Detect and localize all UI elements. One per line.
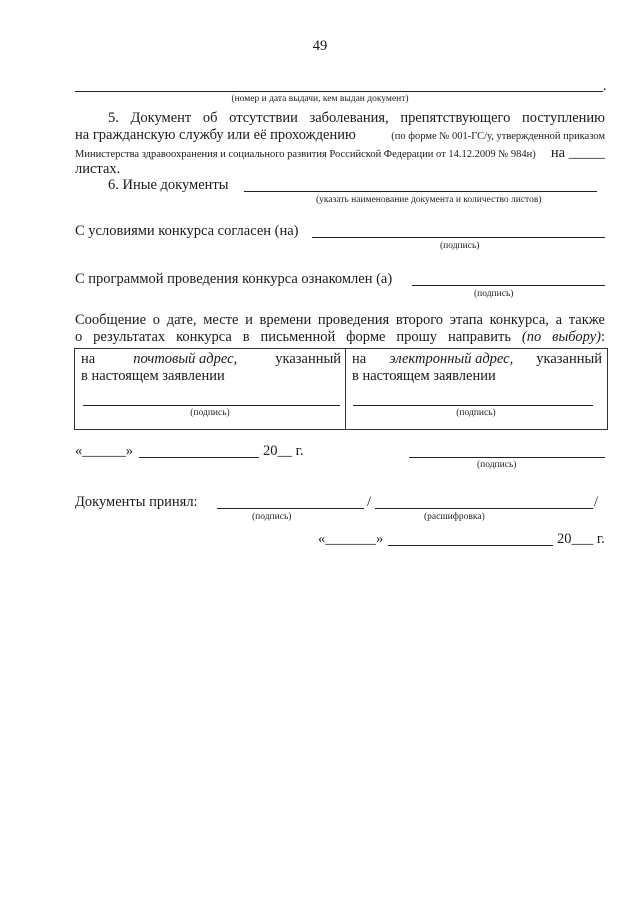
option-postal-caption: (подпись) (190, 408, 230, 418)
issue-info-line-end: . (603, 78, 607, 94)
option-postal-prefix: на (81, 351, 96, 367)
item6-label: 6. Иные документы (108, 177, 229, 193)
option-postal-line2: в настоящем заявлении (81, 368, 225, 384)
delivery-options-table (74, 348, 608, 430)
option-email-prefix: на (352, 351, 367, 367)
accepted-slash2: / (594, 494, 599, 510)
accepted-sign-caption: (подпись) (252, 512, 292, 522)
message-line2-italic: (по выбору) (521, 329, 601, 345)
item6-caption: (указать наименование документа и количество листов) (316, 195, 542, 205)
item5-line3-note: Министерства здравоохранения и социального развития Российской Федерации от 14.12.2009 № 984н) (75, 149, 536, 160)
item5-line3-end: на _____ (550, 145, 605, 161)
item5-line3 (75, 145, 605, 163)
item5-line4: листах. (75, 161, 121, 177)
accepted-slash1: / (367, 494, 372, 510)
final-date-month-line[interactable] (388, 545, 553, 546)
option-email-caption: (подпись) (456, 408, 496, 418)
item5-line2 (75, 127, 605, 145)
accepted-label: Документы принял: (75, 494, 198, 510)
accepted-decode-line[interactable] (375, 508, 593, 509)
date-month-line[interactable] (139, 457, 259, 458)
item5-line2-note: (по форме № 001-ГС/у, утвержденной приказом (391, 131, 605, 142)
option-email-suffix: указанный (536, 351, 602, 367)
accepted-decode-caption: (расшифровка) (424, 512, 485, 522)
option-postal-suffix: указанный (275, 351, 341, 367)
program-caption: (подпись) (474, 289, 514, 299)
accepted-signature-line[interactable] (217, 508, 364, 509)
option-postal-line1 (81, 351, 341, 368)
option-email-italic: электронный адрес, (389, 351, 514, 367)
option-postal[interactable] (81, 351, 341, 385)
program-signature-line[interactable] (412, 285, 605, 286)
message-line2-end: : (600, 329, 606, 345)
page-number: 49 (312, 38, 328, 54)
conditions-caption: (подпись) (440, 241, 480, 251)
option-email-line2: в настоящем заявлении (352, 368, 496, 384)
item5-line1: 5. Документ об отсутствии заболевания, препятствующего поступлению (108, 110, 605, 126)
conditions-label: С условиями конкурса согласен (на) (75, 223, 299, 239)
date-signature-caption: (подпись) (477, 460, 517, 470)
date-day-field[interactable]: «______» (75, 443, 133, 459)
date-signature-line[interactable] (409, 457, 605, 458)
date-year: 20__ г. (263, 443, 304, 459)
message-line2 (75, 329, 605, 346)
message-line1: Сообщение о дате, месте и времени проведения второго этапа конкурса, а также (75, 312, 605, 328)
message-line2-main: о результатах конкурса в письменной форме прошу направить (75, 329, 511, 345)
item6-field-line[interactable] (244, 191, 597, 192)
issue-info-caption: (номер и дата выдачи, кем выдан документ) (231, 94, 409, 104)
option-email-line1 (352, 351, 602, 368)
option-email-signature-line[interactable] (353, 405, 593, 406)
final-date-day-field[interactable]: «_______» (318, 531, 384, 547)
option-postal-signature-line[interactable] (83, 405, 340, 406)
option-email[interactable] (352, 351, 602, 385)
program-label: С программой проведения конкурса ознакомлен (а) (75, 271, 393, 287)
final-date-year: 20___ г. (557, 531, 605, 547)
item5-line2-main: на гражданскую службу или её прохождению (75, 127, 356, 143)
option-postal-italic: почтовый адрес, (133, 351, 238, 367)
issue-info-line (75, 91, 603, 92)
conditions-signature-line[interactable] (312, 237, 605, 238)
